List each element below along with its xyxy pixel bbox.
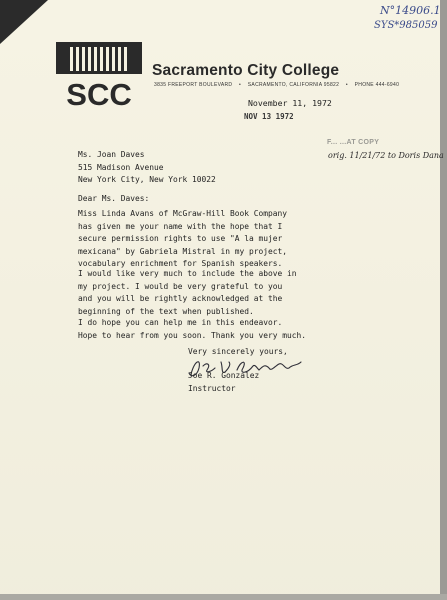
closing: Very sincerely yours, [188,347,288,356]
logo-monogram: SCC [66,77,132,110]
body-paragraph [78,317,306,342]
received-date-stamp: NOV 13 1972 [244,112,294,121]
body-line: Miss Linda Avans of McGraw-Hill Book Company [78,209,288,218]
city-address: SACRAMENTO, CALIFORNIA 95822 [247,82,340,88]
body-paragraph [78,268,297,318]
phone-number: PHONE 444-6940 [354,82,400,88]
signer-title: Instructor [188,383,236,393]
body-paragraph [78,208,287,271]
body-line: beginning of the text when published. [78,306,254,316]
street-address: 3835 FREEPORT BOULEVARD [154,82,233,88]
address-separator: • [239,82,242,88]
body-line: I do hope you can help me in this endeavor. [78,318,283,327]
body-line: my project. I would be very grateful to you [78,281,283,291]
college-address [154,82,404,88]
copy-stamp: F... ...AT COPY [327,139,380,146]
greeting: Dear Ms. Daves: [78,194,150,203]
address-separator: • [345,82,348,88]
body-line: mexicana" by Gabriela Mistral in my project, [78,246,288,256]
recipient-line: New York City, New York 10022 [78,175,216,185]
scan-edge [440,0,447,600]
scan-bottom-edge [0,594,447,600]
recipient-line: Ms. Joan Daves [78,150,145,159]
body-line: has given me your name with the hope that I [78,221,283,231]
scc-logo [56,42,142,110]
recipient-address [78,149,216,187]
body-line: vocabulary enrichment for Spanish speakers. [78,259,283,269]
college-name: Sacramento City College [152,62,340,79]
body-line: Hope to hear from you soon. Thank you very much. [78,330,307,340]
body-line: I would like very much to include the above in [78,269,297,278]
body-line: and you will be rightly acknowledged at the [78,294,283,304]
signer-name: Joe R. Gonzalez [188,371,260,380]
signer-block [188,370,259,395]
body-line: secure permission rights to use "A la mujer [78,234,283,244]
archive-number: N°14906.1 [380,4,441,17]
handwritten-copy-note: orig. 11/21/72 to Doris Dana [328,151,444,160]
recipient-line: 515 Madison Avenue [78,162,164,172]
archive-sys-number: SYS*985059 [374,20,438,31]
letter-date: November 11, 1972 [248,98,332,108]
page-corner-shadow [0,0,48,44]
